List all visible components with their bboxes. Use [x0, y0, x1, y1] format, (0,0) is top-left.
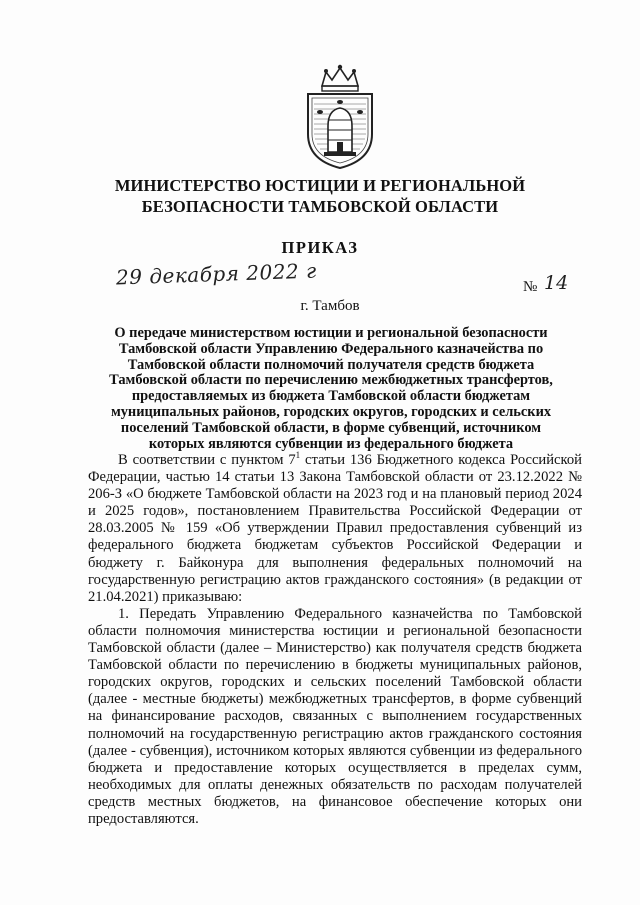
heading-line: Тамбовской области по перечислению межбюджетных трансфертов, — [109, 372, 553, 389]
number-label: № — [523, 279, 538, 295]
tambov-coat-of-arms-icon — [300, 64, 380, 172]
document-heading — [92, 326, 570, 452]
handwritten-date: 29 декабря 2022 г — [115, 258, 318, 290]
heading-line: Тамбовской области полномочий получателя средств бюджета — [127, 356, 535, 373]
heading-line: О передаче министерством юстиции и региональной безопасности — [114, 325, 548, 341]
document-body — [88, 452, 582, 828]
body-paragraph-2: 1. Передать Управлению Федерального казначейства по Тамбовской области полномочия министерства юстиции и региональной безопасности Тамбовской области (далее – Министерство) как получателя средств бюджета Тамбовской области по перечислению в бюджеты муниципальных районов, городских округов, городских и сельских поселений Тамбовской области (далее - местные бюджеты) межбюджетных трансфертов, в форме субвенций на финансирование расходов, связанных с выполнением государственных полномочий на государственную регистрацию актов гражданского состояния (далее - субвенция), источником которых являются субвенции из федерального бюджета и предоставление которых осуществляется в пределах сумм, необходимых для оплаты денежных обязательств по расходам получателей средств местных бюджетов, на финансовое обеспечение которых они предоставляются. — [88, 605, 582, 827]
document-type: ПРИКАЗ — [281, 238, 359, 257]
superscript: 1 — [295, 450, 301, 461]
heading-line: Тамбовской области Управлению Федерального казначейства по — [118, 340, 544, 357]
heading-line: которых являются субвенции из федерального бюджета — [148, 435, 514, 452]
paragraph-1-rest: статьи 136 Бюджетного кодекса Российской Федерации, частью 14 статьи 13 Закона Тамбовской области от 23.12.2022 № 206-З «О бюджете Тамбовской области на 2023 год и на плановый период 2024 и 2025 годов», постановлением Правительства Российской Федерации от 28.03.2005 № 159 «Об утверждении Правил предоставления субвенций из федерального бюджета бюджетам субъектов Российской Федерации и бюджету г. Байконура для выполнения федеральных полномочий на государственную регистрацию актов гражданского состояния» (в редакции от 21.04.2021) приказываю: — [88, 452, 582, 605]
heading-line: поселений Тамбовской области, в форме субвенций, источником — [120, 419, 542, 436]
ministry-name-line-2: БЕЗОПАСНОСТИ ТАМБОВСКОЙ ОБЛАСТИ — [141, 197, 499, 216]
paragraph-1-start: В соответствии с пунктом 7 — [118, 452, 296, 468]
heading-line: муниципальных районов, городских округов, городских и сельских — [110, 403, 552, 420]
body-paragraph-1 — [88, 452, 582, 606]
heading-line: предоставляемых из бюджета Тамбовской области бюджетам — [131, 388, 531, 405]
ministry-name — [60, 175, 580, 217]
ministry-name-line-1: МИНИСТЕРСТВО ЮСТИЦИИ И РЕГИОНАЛЬНОЙ — [114, 176, 526, 195]
handwritten-number: 14 — [544, 272, 569, 294]
city: г. Тамбов — [300, 298, 360, 314]
